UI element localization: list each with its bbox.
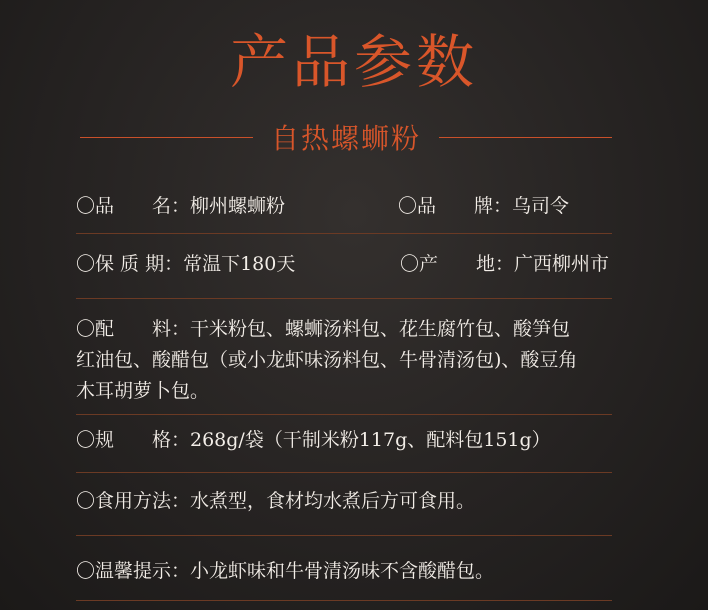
param-row-method: [76, 486, 612, 517]
param-row-name-brand: [76, 191, 612, 222]
param-shelf-life: 〇保 质 期：常温下180天: [76, 253, 296, 275]
param-row-tip: [76, 556, 612, 587]
row-separator: [76, 414, 612, 415]
divider-line-right: [439, 137, 612, 138]
param-method: 〇食用方法：水煮型，食材均水煮后方可食用。: [76, 490, 476, 512]
subtitle: 自热螺蛳粉: [271, 122, 422, 155]
row-separator: [76, 472, 612, 473]
row-separator: [76, 298, 612, 299]
row-separator: [76, 600, 612, 601]
subtitle-divider: [80, 117, 612, 157]
param-tip: 〇温馨提示：小龙虾味和牛骨清汤味不含酸醋包。: [76, 560, 495, 582]
param-row-shelf-origin: [76, 249, 612, 280]
param-ingredients-line-1: 〇配 料：干米粉包、螺蛳汤料包、花生腐竹包、酸笋包: [76, 318, 571, 340]
param-name: 〇品 名：柳州螺蛳粉: [76, 195, 286, 217]
param-spec: 〇规 格：268g/袋（干制米粉117g、配料包151g）: [76, 429, 551, 451]
param-row-ingredients: [76, 314, 612, 407]
page-title: 产品参数: [229, 28, 478, 96]
param-brand: 〇品 牌：乌司令: [398, 195, 570, 217]
row-separator: [76, 233, 612, 234]
divider-line-left: [80, 137, 253, 138]
row-separator: [76, 535, 612, 536]
param-row-spec: [76, 425, 612, 456]
param-ingredients-line-3: 木耳胡萝卜包。: [76, 380, 210, 402]
param-ingredients-line-2: 红油包、酸醋包（或小龙虾味汤料包、牛骨清汤包)、酸豆角: [76, 349, 578, 371]
param-origin: 〇产 地：广西柳州市: [400, 253, 610, 275]
